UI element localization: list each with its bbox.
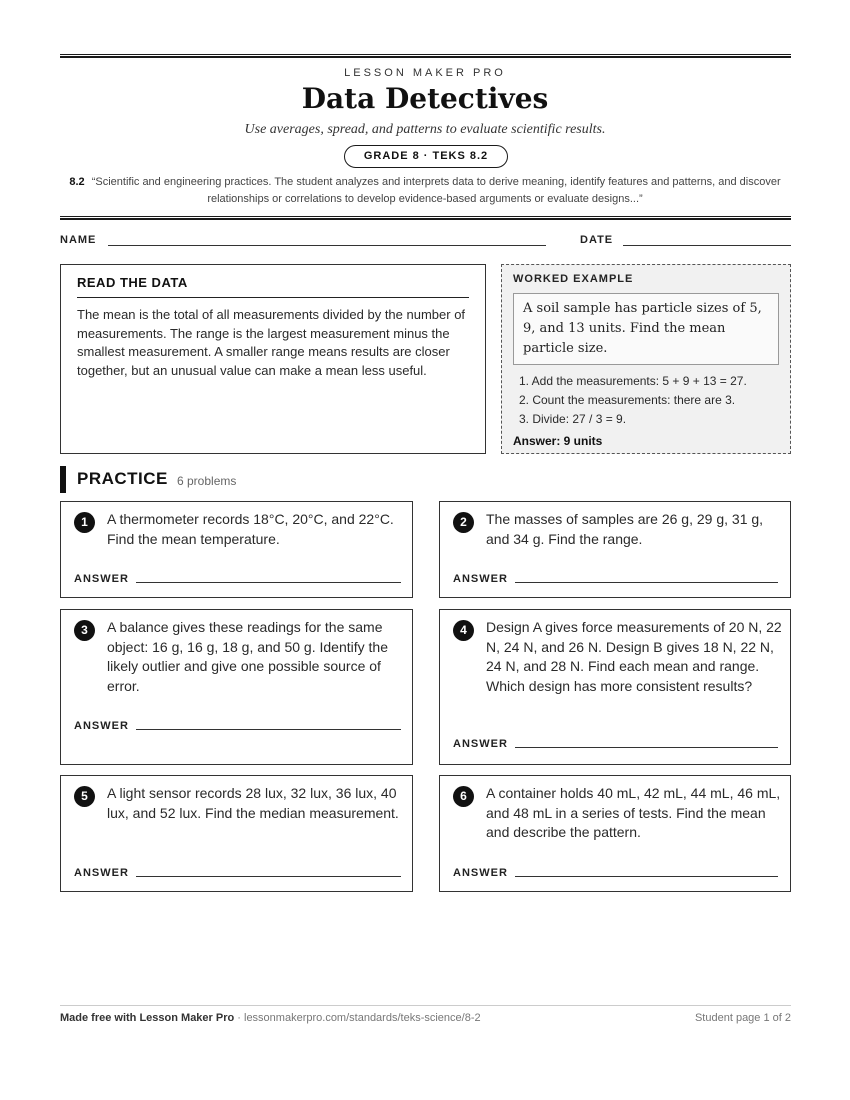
standard-code: 8.2 xyxy=(69,176,85,188)
practice-title: PRACTICE xyxy=(77,469,168,488)
footer-rule xyxy=(60,1005,791,1006)
problem-text: A light sensor records 28 lux, 32 lux, 36 lux, 40 lux, and 52 lux. Find the median measurement. xyxy=(107,785,399,821)
read-the-data-body: The mean is the total of all measurements divided by the number of measurements. The range is the largest measurement minus the smallest measurement. A smaller range means results are closer together, but an unusual value can make a mean less useful. xyxy=(77,307,466,378)
read-the-data-heading: READ THE DATA xyxy=(77,275,469,298)
brand-name: LESSON MAKER PRO xyxy=(344,67,506,79)
worked-example-answer: Answer: 9 units xyxy=(513,434,603,448)
problem-number-badge: 3 xyxy=(74,620,95,641)
answer-field[interactable] xyxy=(515,747,778,748)
problem-card-6 xyxy=(439,775,791,892)
problem-card-2 xyxy=(439,501,791,598)
answer-field[interactable] xyxy=(515,876,778,877)
problem-number-badge: 5 xyxy=(74,786,95,807)
worked-example-heading: WORKED EXAMPLE xyxy=(513,273,634,285)
footer-url-link[interactable]: lessonmakerpro.com/standards/teks-science/8-2 xyxy=(244,1012,481,1024)
date-field[interactable] xyxy=(623,245,791,246)
answer-field[interactable] xyxy=(136,729,401,730)
answer-field[interactable] xyxy=(136,876,401,877)
answer-label: ANSWER xyxy=(453,867,508,879)
problem-card-1 xyxy=(60,501,413,598)
problem-number-badge: 2 xyxy=(453,512,474,533)
standard-statement xyxy=(65,174,785,208)
name-field[interactable] xyxy=(108,245,546,246)
problem-number-badge: 6 xyxy=(453,786,474,807)
answer-label: ANSWER xyxy=(74,573,129,585)
name-label: NAME xyxy=(60,234,97,246)
footer-separator: · xyxy=(234,1012,244,1024)
problem-text: The masses of samples are 26 g, 29 g, 31 g, and 34 g. Find the range. xyxy=(486,511,764,547)
practice-count: 6 problems xyxy=(177,474,237,488)
problem-card-3 xyxy=(60,609,413,765)
problem-text: Design A gives force measurements of 20 N, 22 N, 24 N, and 26 N. Design B gives 18 N, 22 N, 24 N, and 28 N. Find each mean and range. Which design has more consistent results? xyxy=(486,619,782,694)
practice-accent-bar xyxy=(60,466,66,493)
worked-example-box xyxy=(501,264,791,454)
problem-text: A container holds 40 mL, 42 mL, 44 mL, 46 mL, and 48 mL in a series of tests. Find the mean and describe the pattern. xyxy=(486,785,781,840)
problem-card-4 xyxy=(439,609,791,765)
answer-label: ANSWER xyxy=(74,720,129,732)
worked-example-steps xyxy=(513,372,779,429)
problem-text: A balance gives these readings for the same object: 16 g, 16 g, 18 g, and 50 g. Identify the likely outlier and give one possible source of error. xyxy=(107,619,388,694)
problem-number-badge: 1 xyxy=(74,512,95,533)
worked-step: 3. Divide: 27 / 3 = 9. xyxy=(519,412,627,426)
problem-text: A thermometer records 18°C, 20°C, and 22°C. Find the mean temperature. xyxy=(107,511,394,547)
grade-badge: GRADE 8 · TEKS 8.2 xyxy=(344,145,508,168)
problem-number-badge: 4 xyxy=(453,620,474,641)
section-rule xyxy=(60,216,791,220)
problem-card-5 xyxy=(60,775,413,892)
standard-text: “Scientific and engineering practices. The student analyzes and interprets data to derive meaning, identify features and patterns, and discover relationships or correlations to develop evidence-based arguments or evaluate designs...” xyxy=(91,176,781,205)
footer-credit xyxy=(60,1012,481,1024)
page-subtitle: Use averages, spread, and patterns to evaluate scientific results. xyxy=(244,122,606,137)
answer-label: ANSWER xyxy=(74,867,129,879)
header-rule xyxy=(60,54,791,58)
answer-label: ANSWER xyxy=(453,738,508,750)
answer-field[interactable] xyxy=(515,582,778,583)
read-the-data-box xyxy=(60,264,486,454)
worked-example-problem: A soil sample has particle sizes of 5, 9, and 13 units. Find the mean particle size. xyxy=(513,293,779,365)
footer-page-number: Student page 1 of 2 xyxy=(694,1012,791,1024)
date-label: DATE xyxy=(580,234,614,246)
answer-field[interactable] xyxy=(136,582,401,583)
worked-step: 1. Add the measurements: 5 + 9 + 13 = 27. xyxy=(519,374,747,388)
footer-made-with: Made free with Lesson Maker Pro xyxy=(60,1012,235,1024)
page-title: Data Detectives xyxy=(301,82,549,115)
answer-label: ANSWER xyxy=(453,573,508,585)
worked-step: 2. Count the measurements: there are 3. xyxy=(519,393,736,407)
